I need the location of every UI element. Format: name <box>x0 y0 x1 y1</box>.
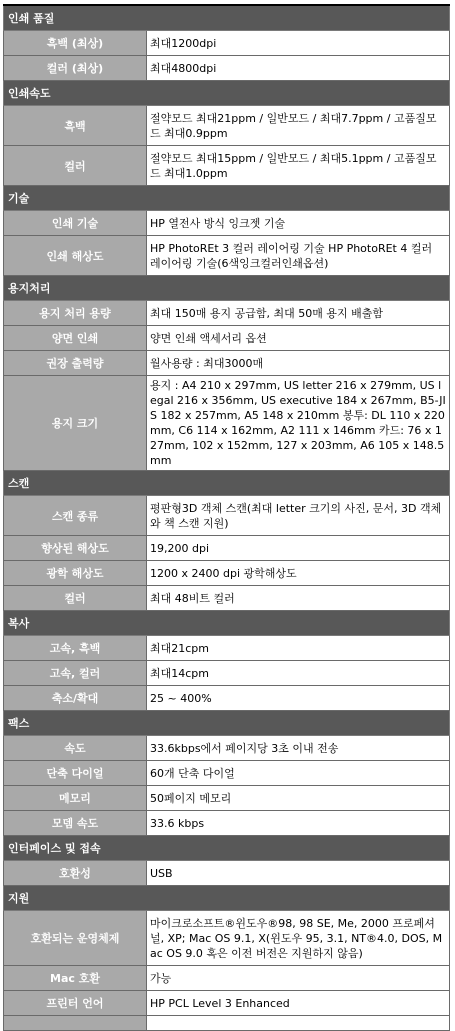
spec-value: 용지 : A4 210 x 297mm, US letter 216 x 279mm, US legal 216 x 356mm, US executive 184 x 267mm, B5-JIS 182 x 257mm, A5 148 x 210mm 봉투: DL 110 x 220mm, C6 114 x 162mm, A2 111 x 146mm 카드: 76 x 127mm, 102 x 152mm, 127 x 203mm, A6 105 x 148.5mm <box>147 376 450 471</box>
spec-value: 33.6 kbps <box>147 811 450 836</box>
section-title: 스캔 <box>4 471 450 496</box>
spec-row <box>4 911 450 966</box>
section-title: 인쇄속도 <box>4 81 450 106</box>
spec-row <box>4 301 450 326</box>
spec-row <box>4 56 450 81</box>
spec-label: 속도 <box>4 736 147 761</box>
spec-value: 최대 150매 용지 공급함, 최대 50매 용지 배출함 <box>147 301 450 326</box>
section-header <box>4 711 450 736</box>
spec-value: 최대14cpm <box>147 661 450 686</box>
spec-label: 스캔 종류 <box>4 496 147 536</box>
spec-value: 절약모드 최대15ppm / 일반모드 / 최대5.1ppm / 고품질모드 최대1.0ppm <box>147 146 450 186</box>
section-header <box>4 836 450 861</box>
section-header <box>4 611 450 636</box>
spec-row <box>4 106 450 146</box>
spec-row <box>4 966 450 991</box>
section-header <box>4 886 450 911</box>
spec-table-body <box>4 5 450 1031</box>
spec-row <box>4 561 450 586</box>
spec-row <box>4 786 450 811</box>
spec-value: 최대 48비트 컬러 <box>147 586 450 611</box>
spec-label: 컬러 <box>4 146 147 186</box>
spec-value: 최대4800dpi <box>147 56 450 81</box>
section-title: 지원 <box>4 886 450 911</box>
spec-value <box>147 1016 450 1031</box>
spec-row <box>4 326 450 351</box>
spec-label: 축소/확대 <box>4 686 147 711</box>
spec-label: 호환성 <box>4 861 147 886</box>
spec-row <box>4 761 450 786</box>
spec-label: 메모리 <box>4 786 147 811</box>
spec-label: 흑백 (최상) <box>4 31 147 56</box>
spec-row <box>4 861 450 886</box>
section-header <box>4 276 450 301</box>
spec-value: 1200 x 2400 dpi 광학해상도 <box>147 561 450 586</box>
spec-label: 컬러 <box>4 586 147 611</box>
spec-value: 양면 인쇄 액세서리 옵션 <box>147 326 450 351</box>
spec-value: 60개 단축 다이얼 <box>147 761 450 786</box>
spec-label: 양면 인쇄 <box>4 326 147 351</box>
spec-value: USB <box>147 861 450 886</box>
section-title: 인터페이스 및 접속 <box>4 836 450 861</box>
spec-value: 25 ~ 400% <box>147 686 450 711</box>
spec-row <box>4 811 450 836</box>
spec-label: Mac 호환 <box>4 966 147 991</box>
spec-row <box>4 496 450 536</box>
spec-value: 가능 <box>147 966 450 991</box>
spec-row <box>4 636 450 661</box>
spec-label: 용지 처리 용량 <box>4 301 147 326</box>
spec-value: HP 열전사 방식 잉크젯 기술 <box>147 211 450 236</box>
spec-label: 향상된 해상도 <box>4 536 147 561</box>
spec-row <box>4 586 450 611</box>
spec-row <box>4 211 450 236</box>
spec-value: HP PhotoREt 3 컬러 레이어링 기술 HP PhotoREt 4 컬러 레이어링 기술(6색잉크컬러인쇄옵션) <box>147 236 450 276</box>
spec-label: 광학 해상도 <box>4 561 147 586</box>
section-title: 용지처리 <box>4 276 450 301</box>
section-title: 복사 <box>4 611 450 636</box>
section-title: 인쇄 품질 <box>4 5 450 31</box>
spec-label: 컬러 (최상) <box>4 56 147 81</box>
spec-value: 절약모드 최대21ppm / 일반모드 / 최대7.7ppm / 고품질모드 최대0.9ppm <box>147 106 450 146</box>
spec-label: 인쇄 해상도 <box>4 236 147 276</box>
spec-value: 19,200 dpi <box>147 536 450 561</box>
spec-label: 프린터 언어 <box>4 991 147 1016</box>
spec-label: 고속, 흑백 <box>4 636 147 661</box>
section-header <box>4 81 450 106</box>
spec-table <box>3 4 450 1031</box>
spec-label: 고속, 컬러 <box>4 661 147 686</box>
section-header <box>4 471 450 496</box>
spec-label: 인쇄 기술 <box>4 211 147 236</box>
spec-label: 모뎀 속도 <box>4 811 147 836</box>
spec-value: 마이크로소프트®윈도우®98, 98 SE, Me, 2000 프로페셔널, XP; Mac OS 9.1, X(윈도우 95, 3.1, NT®4.0, DOS, Mac OS 9.0 혹은 이전 버전은 지원하지 않음) <box>147 911 450 966</box>
spec-value: 평판형3D 객체 스캔(최대 letter 크기의 사진, 문서, 3D 객체와 책 스캔 지원) <box>147 496 450 536</box>
spec-value: HP PCL Level 3 Enhanced <box>147 991 450 1016</box>
spec-value: 최대21cpm <box>147 636 450 661</box>
section-header <box>4 186 450 211</box>
spec-label: 흑백 <box>4 106 147 146</box>
spec-row <box>4 236 450 276</box>
spec-value: 최대1200dpi <box>147 31 450 56</box>
spec-row <box>4 536 450 561</box>
spec-row <box>4 1016 450 1031</box>
spec-label: 권장 출력량 <box>4 351 147 376</box>
spec-row <box>4 351 450 376</box>
spec-row <box>4 736 450 761</box>
spec-value: 33.6kbps에서 페이지당 3초 이내 전송 <box>147 736 450 761</box>
spec-row <box>4 146 450 186</box>
spec-row <box>4 686 450 711</box>
section-title: 기술 <box>4 186 450 211</box>
spec-row <box>4 376 450 471</box>
spec-label: 호환되는 운영체제 <box>4 911 147 966</box>
spec-label: 단축 다이얼 <box>4 761 147 786</box>
spec-value: 50페이지 메모리 <box>147 786 450 811</box>
section-title: 팩스 <box>4 711 450 736</box>
spec-label: 용지 크기 <box>4 376 147 471</box>
spec-row <box>4 991 450 1016</box>
spec-label <box>4 1016 147 1031</box>
section-header <box>4 5 450 31</box>
spec-value: 월사용량 : 최대3000매 <box>147 351 450 376</box>
spec-row <box>4 31 450 56</box>
spec-row <box>4 661 450 686</box>
